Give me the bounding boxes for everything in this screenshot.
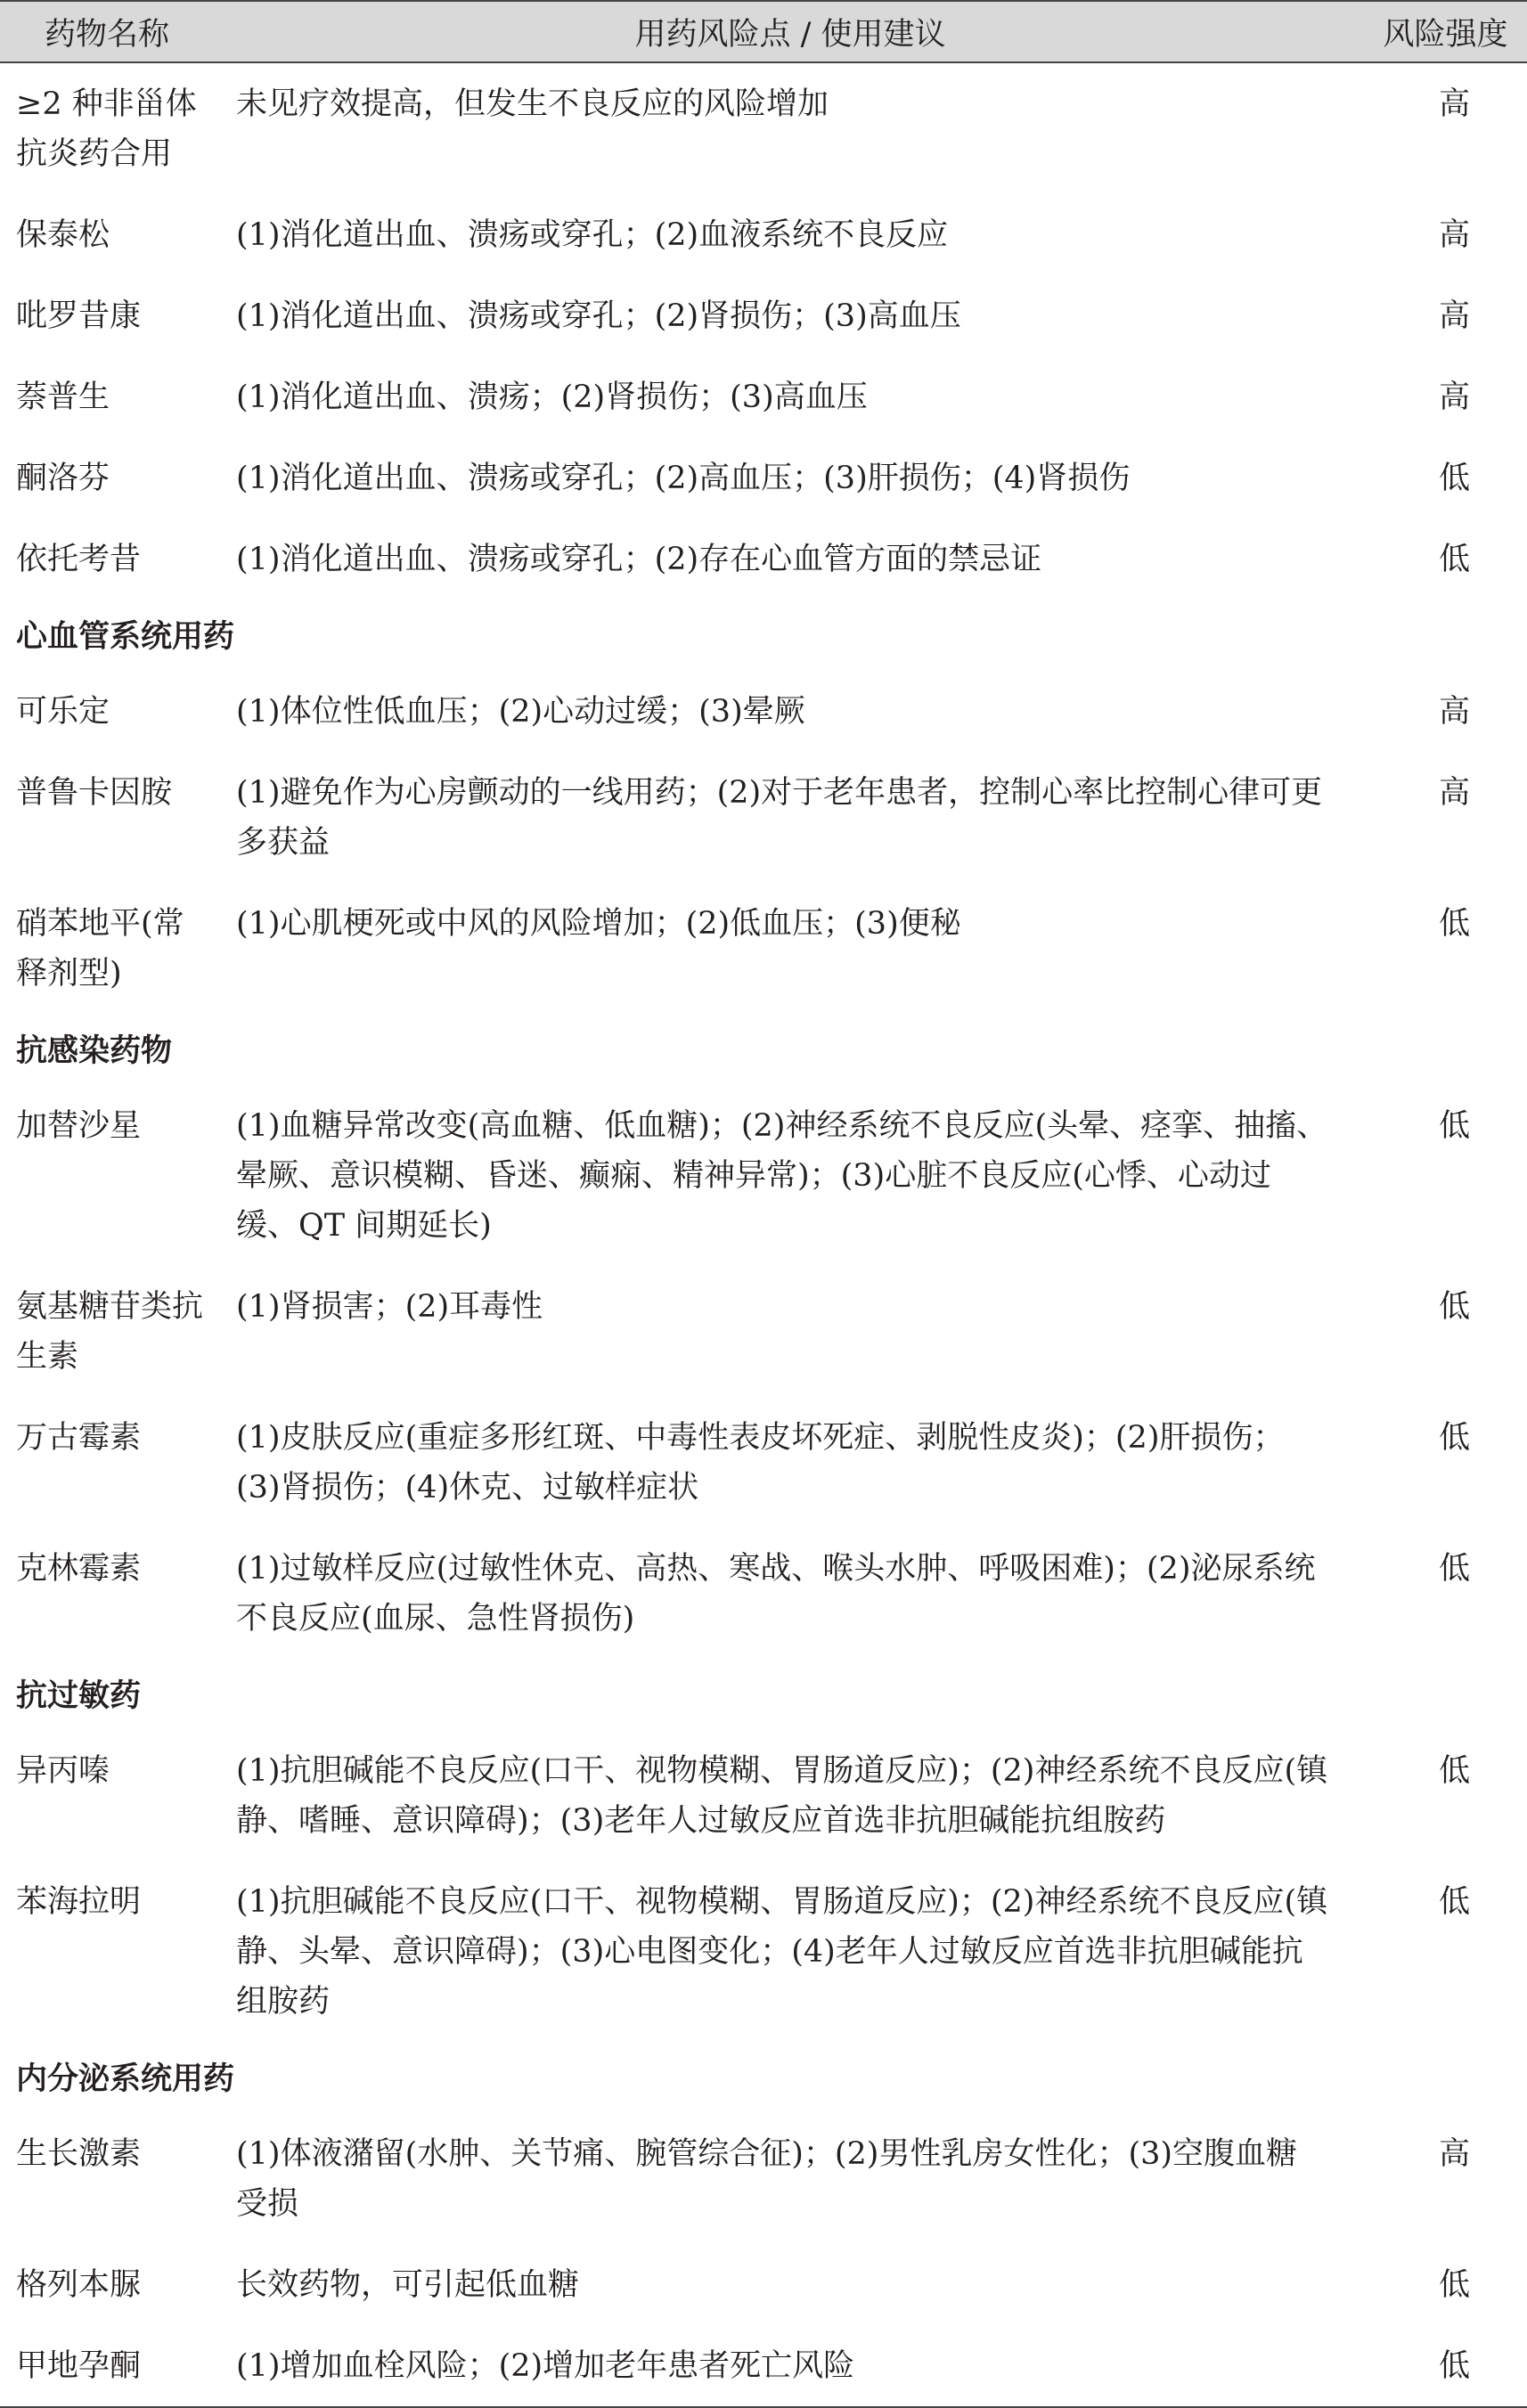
risk-level-cell: 低 — [1438, 1420, 1470, 1456]
drug-name-cell: 万古霉素 — [16, 1420, 142, 1456]
risk-level-cell: 高 — [1438, 775, 1470, 811]
drug-name-cell: 吡罗昔康 — [16, 298, 142, 334]
table-row — [0, 1861, 1527, 2042]
table-row — [0, 2113, 1527, 2244]
risk-level-cell: 高 — [1438, 2136, 1470, 2172]
risk-level-cell: 高 — [1438, 217, 1470, 253]
table-row — [0, 883, 1527, 1014]
table-row — [0, 518, 1527, 600]
risk-advice-cell: (1)消化道出血、溃疡或穿孔；(2)肾损伤；(3)高血压 — [236, 298, 961, 334]
risk-level-cell: 高 — [1438, 694, 1470, 730]
section-title: 抗过敏药 — [16, 1678, 142, 1714]
drug-name-cell: ≥2 种非甾体抗炎药合用 — [16, 86, 197, 172]
table-row — [0, 1085, 1527, 1266]
risk-level-cell: 低 — [1438, 1753, 1470, 1789]
table-row — [0, 2325, 1527, 2407]
table-row — [0, 437, 1527, 518]
section-title: 抗感染药物 — [16, 1033, 173, 1069]
drug-name-cell: 格列本脲 — [16, 2267, 142, 2303]
drug-name-cell: 异丙嗪 — [16, 1753, 110, 1789]
risk-advice-cell: (1)皮肤反应(重症多形红斑、中毒性表皮坏死症、剥脱性皮炎)；(2)肝损伤；(3)肾损伤；(4)休克、过敏样症状 — [236, 1420, 1285, 1506]
drug-name-cell: 萘普生 — [16, 380, 110, 415]
drug-name-cell: 硝苯地平(常释剂型) — [16, 906, 184, 992]
table-row — [0, 671, 1527, 752]
drug-name-cell: 氨基糖苷类抗生素 — [16, 1289, 204, 1375]
risk-advice-cell: (1)消化道出血、溃疡或穿孔；(2)高血压；(3)肝损伤；(4)肾损伤 — [236, 461, 1131, 496]
section-row — [0, 600, 1527, 671]
risk-advice-cell: 未见疗效提高，但发生不良反应的风险增加 — [236, 86, 829, 122]
risk-advice-cell: (1)血糖异常改变(高血糖、低血糖)；(2)神经系统不良反应(头晕、痉挛、抽搐、晕厥、意识模糊、昏迷、癫痫、精神异常)；(3)心脏不良反应(心悸、心动过缓、QT 间期延长) — [236, 1108, 1328, 1244]
header-risk-advice: 用药风险点 / 使用建议 — [216, 1, 1364, 62]
table-row — [0, 62, 1527, 194]
drug-name-cell: 生长激素 — [16, 2136, 142, 2172]
risk-advice-cell: 长效药物，可引起低血糖 — [236, 2267, 580, 2303]
drug-name-cell: 可乐定 — [16, 694, 110, 730]
drug-name-cell: 克林霉素 — [16, 1551, 142, 1587]
table-body — [0, 62, 1527, 2407]
table-row — [0, 2244, 1527, 2325]
drug-name-cell: 酮洛芬 — [16, 461, 110, 496]
risk-level-cell: 低 — [1438, 1551, 1470, 1587]
section-title: 内分泌系统用药 — [16, 2061, 235, 2097]
risk-level-cell: 低 — [1438, 1108, 1470, 1144]
drug-name-cell: 甲地孕酮 — [0, 2325, 216, 2407]
risk-advice-cell: (1)避免作为心房颤动的一线用药；(2)对于老年患者，控制心率比控制心律可更多获益 — [236, 775, 1323, 861]
drug-name-cell: 普鲁卡因胺 — [16, 775, 173, 811]
risk-advice-cell: (1)消化道出血、溃疡；(2)肾损伤；(3)高血压 — [236, 380, 868, 415]
drug-name-cell: 加替沙星 — [16, 1108, 142, 1144]
risk-level-cell: 低 — [1438, 1884, 1470, 1920]
risk-level-cell: 低 — [1438, 906, 1470, 942]
risk-level-cell: 高 — [1438, 86, 1470, 122]
table-row — [0, 194, 1527, 275]
risk-level-cell: 低 — [1438, 542, 1470, 577]
risk-level-cell: 低 — [1364, 2325, 1527, 2407]
risk-level-cell: 低 — [1438, 1289, 1470, 1325]
risk-advice-cell: (1)消化道出血、溃疡或穿孔；(2)血液系统不良反应 — [236, 217, 949, 253]
risk-advice-cell: (1)心肌梗死或中风的风险增加；(2)低血压；(3)便秘 — [236, 906, 961, 942]
risk-advice-cell: (1)肾损害；(2)耳毒性 — [236, 1289, 543, 1325]
drug-name-cell: 依托考昔 — [16, 542, 142, 577]
drug-name-cell: 保泰松 — [16, 217, 110, 253]
risk-level-cell: 低 — [1438, 2267, 1470, 2303]
table-row — [0, 356, 1527, 437]
section-row — [0, 2042, 1527, 2113]
risk-advice-cell: (1)消化道出血、溃疡或穿孔；(2)存在心血管方面的禁忌证 — [236, 542, 1042, 577]
table-header — [0, 1, 1527, 62]
header-drug-name: 药物名称 — [0, 1, 216, 62]
table-row — [0, 752, 1527, 883]
section-row — [0, 1014, 1527, 1085]
section-title: 心血管系统用药 — [16, 619, 235, 655]
risk-advice-cell: (1)体位性低血压；(2)心动过缓；(3)晕厥 — [236, 694, 805, 730]
risk-advice-cell: (1)过敏样反应(过敏性休克、高热、寒战、喉头水肿、呼吸困难)；(2)泌尿系统不良反应(血尿、急性肾损伤) — [236, 1551, 1316, 1637]
risk-level-cell: 高 — [1438, 298, 1470, 334]
table-row — [0, 1266, 1527, 1397]
risk-level-cell: 高 — [1438, 380, 1470, 415]
table-row — [0, 275, 1527, 356]
table-row — [0, 1528, 1527, 1659]
section-row — [0, 1659, 1527, 1730]
risk-advice-cell: (1)增加血栓风险；(2)增加老年患者死亡风险 — [216, 2325, 1364, 2407]
risk-advice-cell: (1)抗胆碱能不良反应(口干、视物模糊、胃肠道反应)；(2)神经系统不良反应(镇静、嗜睡、意识障碍)；(3)老年人过敏反应首选非抗胆碱能抗组胺药 — [236, 1753, 1328, 1839]
table-row — [0, 1730, 1527, 1861]
risk-advice-cell: (1)抗胆碱能不良反应(口干、视物模糊、胃肠道反应)；(2)神经系统不良反应(镇静、头晕、意识障碍)；(3)心电图变化；(4)老年人过敏反应首选非抗胆碱能抗组胺药 — [236, 1884, 1328, 2020]
drug-name-cell: 苯海拉明 — [16, 1884, 142, 1920]
header-row — [0, 1, 1527, 62]
header-risk-level: 风险强度 — [1364, 1, 1527, 62]
risk-level-cell: 低 — [1438, 461, 1470, 496]
risk-advice-cell: (1)体液潴留(水肿、关节痛、腕管综合征)；(2)男性乳房女性化；(3)空腹血糖受损 — [236, 2136, 1298, 2222]
table-row — [0, 1397, 1527, 1528]
